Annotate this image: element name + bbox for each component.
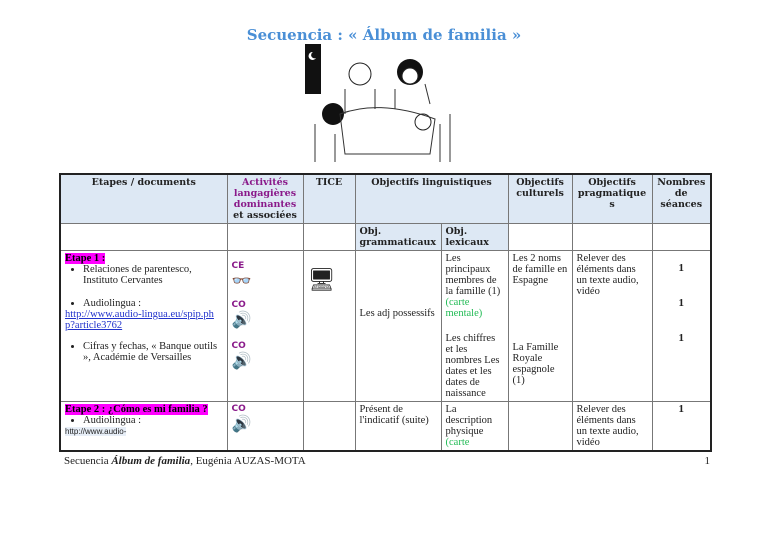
seance-count: 1: [678, 297, 684, 309]
etape1-doc2: • Audiolingua :: [83, 298, 223, 309]
audiolingua-link[interactable]: http://www.audio-lingua.eu/spip.php?article3762: [65, 309, 214, 331]
table-row-etape2: [60, 402, 711, 452]
etape2-gram: Présent de l'indicatif (suite): [355, 402, 441, 452]
etape2-lex: [441, 402, 508, 452]
page-body: [59, 173, 710, 468]
etape1-label: Etape 1 :: [65, 253, 106, 264]
activity-ce: CE: [231, 261, 245, 271]
etape1-cult: [508, 251, 572, 402]
seance-count: 1: [678, 262, 684, 274]
etape1-gram: [355, 251, 441, 402]
header-obj-linguistiques: Objectifs linguistiques: [355, 174, 508, 224]
speaker-icon: 🔊: [231, 312, 252, 329]
etape1-gram-text: Les adj possessifs: [359, 308, 435, 319]
etape1-lex1: Les principaux membres de la famille (1): [445, 253, 501, 297]
activity-co: CO: [231, 404, 246, 414]
etape2-prag: Relever des éléments dans un texte audio, vidéo: [572, 402, 652, 452]
etape2-lex-text: La description physique: [445, 404, 493, 437]
header-activites-label: Activités langagières dominantes: [233, 177, 297, 210]
etape2-seances: 1: [652, 402, 711, 452]
footer-title: Álbum de familia: [111, 455, 191, 467]
header-tice: TICE: [303, 174, 355, 224]
footer-author: , Eugénia AUZAS-MOTA: [190, 455, 306, 467]
header-etapes: Etapes / documents: [60, 174, 227, 224]
header-obj-pragmatiques: Objectifs pragmatiques: [572, 174, 652, 224]
footer: [59, 455, 710, 468]
etape1-documents: [60, 251, 227, 402]
seance-count: 1: [678, 332, 684, 344]
header-obj-lex: Obj. lexicaux: [441, 224, 508, 251]
audiolingua-link-2[interactable]: http://www.audio-: [65, 427, 127, 436]
etape1-tice: [303, 251, 355, 402]
etape2-label: Etape 2 : ¿Cómo es mi familia ?: [65, 404, 208, 415]
family-cartoon-illustration: [305, 44, 453, 162]
etape1-prag-text: Relever des éléments dans un texte audio, vidéo: [576, 253, 639, 297]
etape1-lex2: Les chiffres et les nombres Les dates et les dates de naissance: [445, 333, 500, 399]
etape1-doc1: • Relaciones de parentesco, Instituto Cervantes: [83, 264, 223, 286]
header-activites-sub: et associées: [233, 210, 297, 221]
etape1-lex: [441, 251, 508, 402]
footer-prefix: Secuencia: [64, 455, 112, 467]
etape1-prag: [572, 251, 652, 402]
etape1-cult2: La Famille Royale espagnole (1): [512, 342, 559, 386]
etape1-cult1: Les 2 noms de famille en Espagne: [512, 253, 568, 286]
header-activites: [227, 174, 303, 224]
etape1-seances: [652, 251, 711, 402]
speaker-icon: 🔊: [231, 353, 252, 370]
etape1-doc3: • Cifras y fechas, « Banque outils », Académie de Versailles: [83, 341, 223, 363]
etape2-documents: [60, 402, 227, 452]
sequence-table: [59, 173, 712, 452]
computer-icon: 🖥: [307, 267, 336, 292]
activity-co: CO: [231, 300, 246, 310]
header-obj-culturels: Objectifs culturels: [508, 174, 572, 224]
page-number: 1: [704, 455, 710, 467]
etape1-lex1-note: (carte mentale): [445, 297, 483, 319]
header-seances: Nombres de séances: [652, 174, 711, 224]
activity-co: CO: [231, 341, 246, 351]
footer-text: [64, 455, 306, 468]
etape1-activites: [227, 251, 303, 402]
glasses-icon: 👓: [231, 273, 252, 290]
etape2-activites: [227, 402, 303, 452]
document-title: Secuencia : « Álbum de familia »: [246, 26, 522, 44]
etape2-lex-note: (carte: [445, 437, 470, 448]
table-row-etape1: [60, 251, 711, 402]
header-obj-gram: Obj. grammaticaux: [355, 224, 441, 251]
etape2-doc1: • Audiolingua :: [83, 415, 223, 426]
speaker-icon: 🔊: [231, 416, 252, 433]
